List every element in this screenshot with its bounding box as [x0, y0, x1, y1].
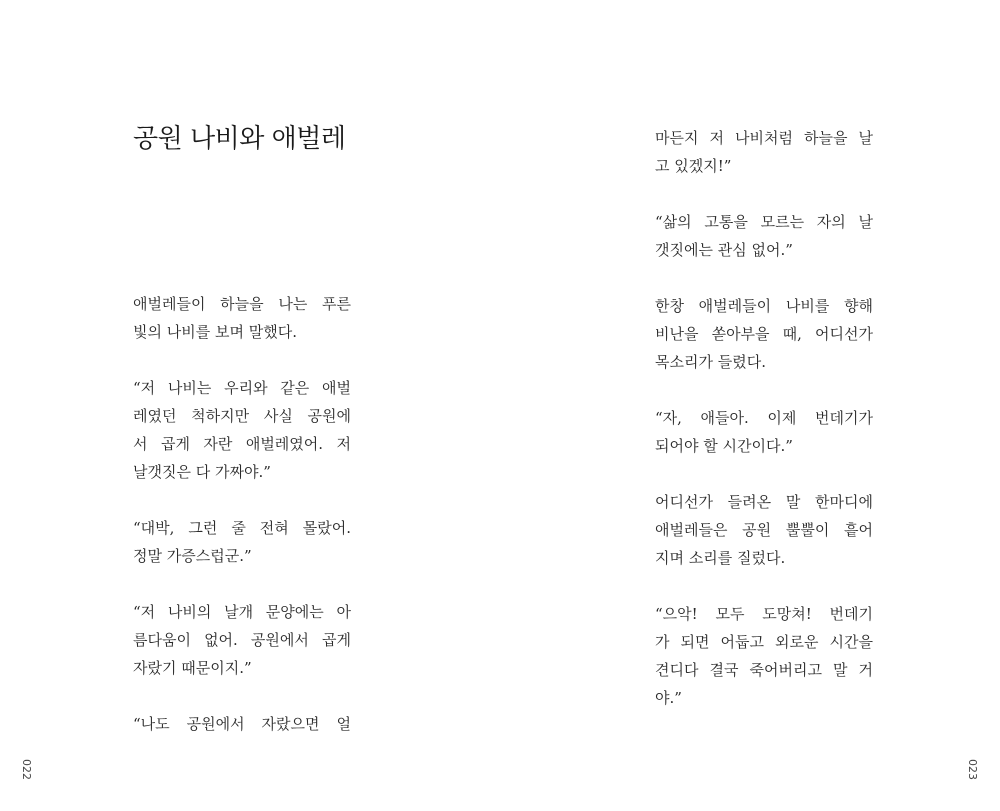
text-line: 야.” — [655, 689, 682, 707]
text-line: 가 되면 어둡고 외로운 시간을 — [655, 633, 873, 651]
text-line: 마든지 저 나비처럼 하늘을 날 — [655, 129, 873, 147]
text-line: 자랐기 때문이지.” — [133, 659, 252, 677]
text-line: “삶의 고통을 모르는 자의 날 — [655, 213, 873, 231]
paragraph — [655, 488, 873, 572]
text-line: “으악! 모두 도망쳐! 번데기 — [655, 605, 873, 623]
chapter-title: 공원 나비와 애벌레 — [133, 124, 346, 154]
paragraph — [133, 374, 351, 486]
text-line: 갯짓에는 관심 없어.” — [655, 241, 793, 259]
text-line: “저 나비의 날개 문양에는 아 — [133, 603, 351, 621]
text-line: 정말 가증스럽군.” — [133, 547, 252, 565]
paragraph — [655, 208, 873, 264]
text-line: 레였던 척하지만 사실 공원에 — [133, 407, 351, 425]
text-line: “대박, 그런 줄 전혀 몰랐어. — [133, 519, 351, 537]
paragraph — [133, 598, 351, 682]
paragraph — [133, 514, 351, 570]
paragraph — [133, 710, 351, 738]
text-line: 되어야 할 시간이다.” — [655, 437, 793, 455]
text-line: 서 곱게 자란 애벌레였어. 저 — [133, 435, 351, 453]
text-line: 애벌레들이 하늘을 나는 푸른 — [133, 295, 351, 313]
paragraph — [655, 292, 873, 376]
text-line: 빛의 나비를 보며 말했다. — [133, 323, 297, 341]
text-line: 날갯짓은 다 가짜야.” — [133, 463, 271, 481]
right-body-text — [655, 124, 873, 740]
text-line: 고 있겠지!” — [655, 157, 732, 175]
paragraph — [655, 124, 873, 180]
text-line: 목소리가 들렸다. — [655, 353, 766, 371]
text-line: 비난을 쏟아부을 때, 어디선가 — [655, 325, 873, 343]
text-line: 어디선가 들려온 말 한마디에 — [655, 493, 873, 511]
right-page — [500, 0, 1000, 811]
text-line: 름다움이 없어. 공원에서 곱게 — [133, 631, 351, 649]
paragraph — [133, 290, 351, 346]
page-number: 022 — [20, 759, 33, 780]
text-line: “자, 애들아. 이제 번데기가 — [655, 409, 873, 427]
text-line: 애벌레들은 공원 뿔뿔이 흩어 — [655, 521, 873, 539]
text-line: 한창 애벌레들이 나비를 향해 — [655, 297, 873, 315]
text-line: “저 나비는 우리와 같은 애벌 — [133, 379, 351, 397]
paragraph — [655, 404, 873, 460]
page-number: 023 — [966, 759, 979, 780]
left-body-text — [133, 290, 351, 766]
text-line: 지며 소리를 질렀다. — [655, 549, 786, 567]
text-line: 견디다 결국 죽어버리고 말 거 — [655, 661, 873, 679]
text-line: “나도 공원에서 자랐으면 얼 — [133, 715, 351, 733]
paragraph — [655, 600, 873, 712]
